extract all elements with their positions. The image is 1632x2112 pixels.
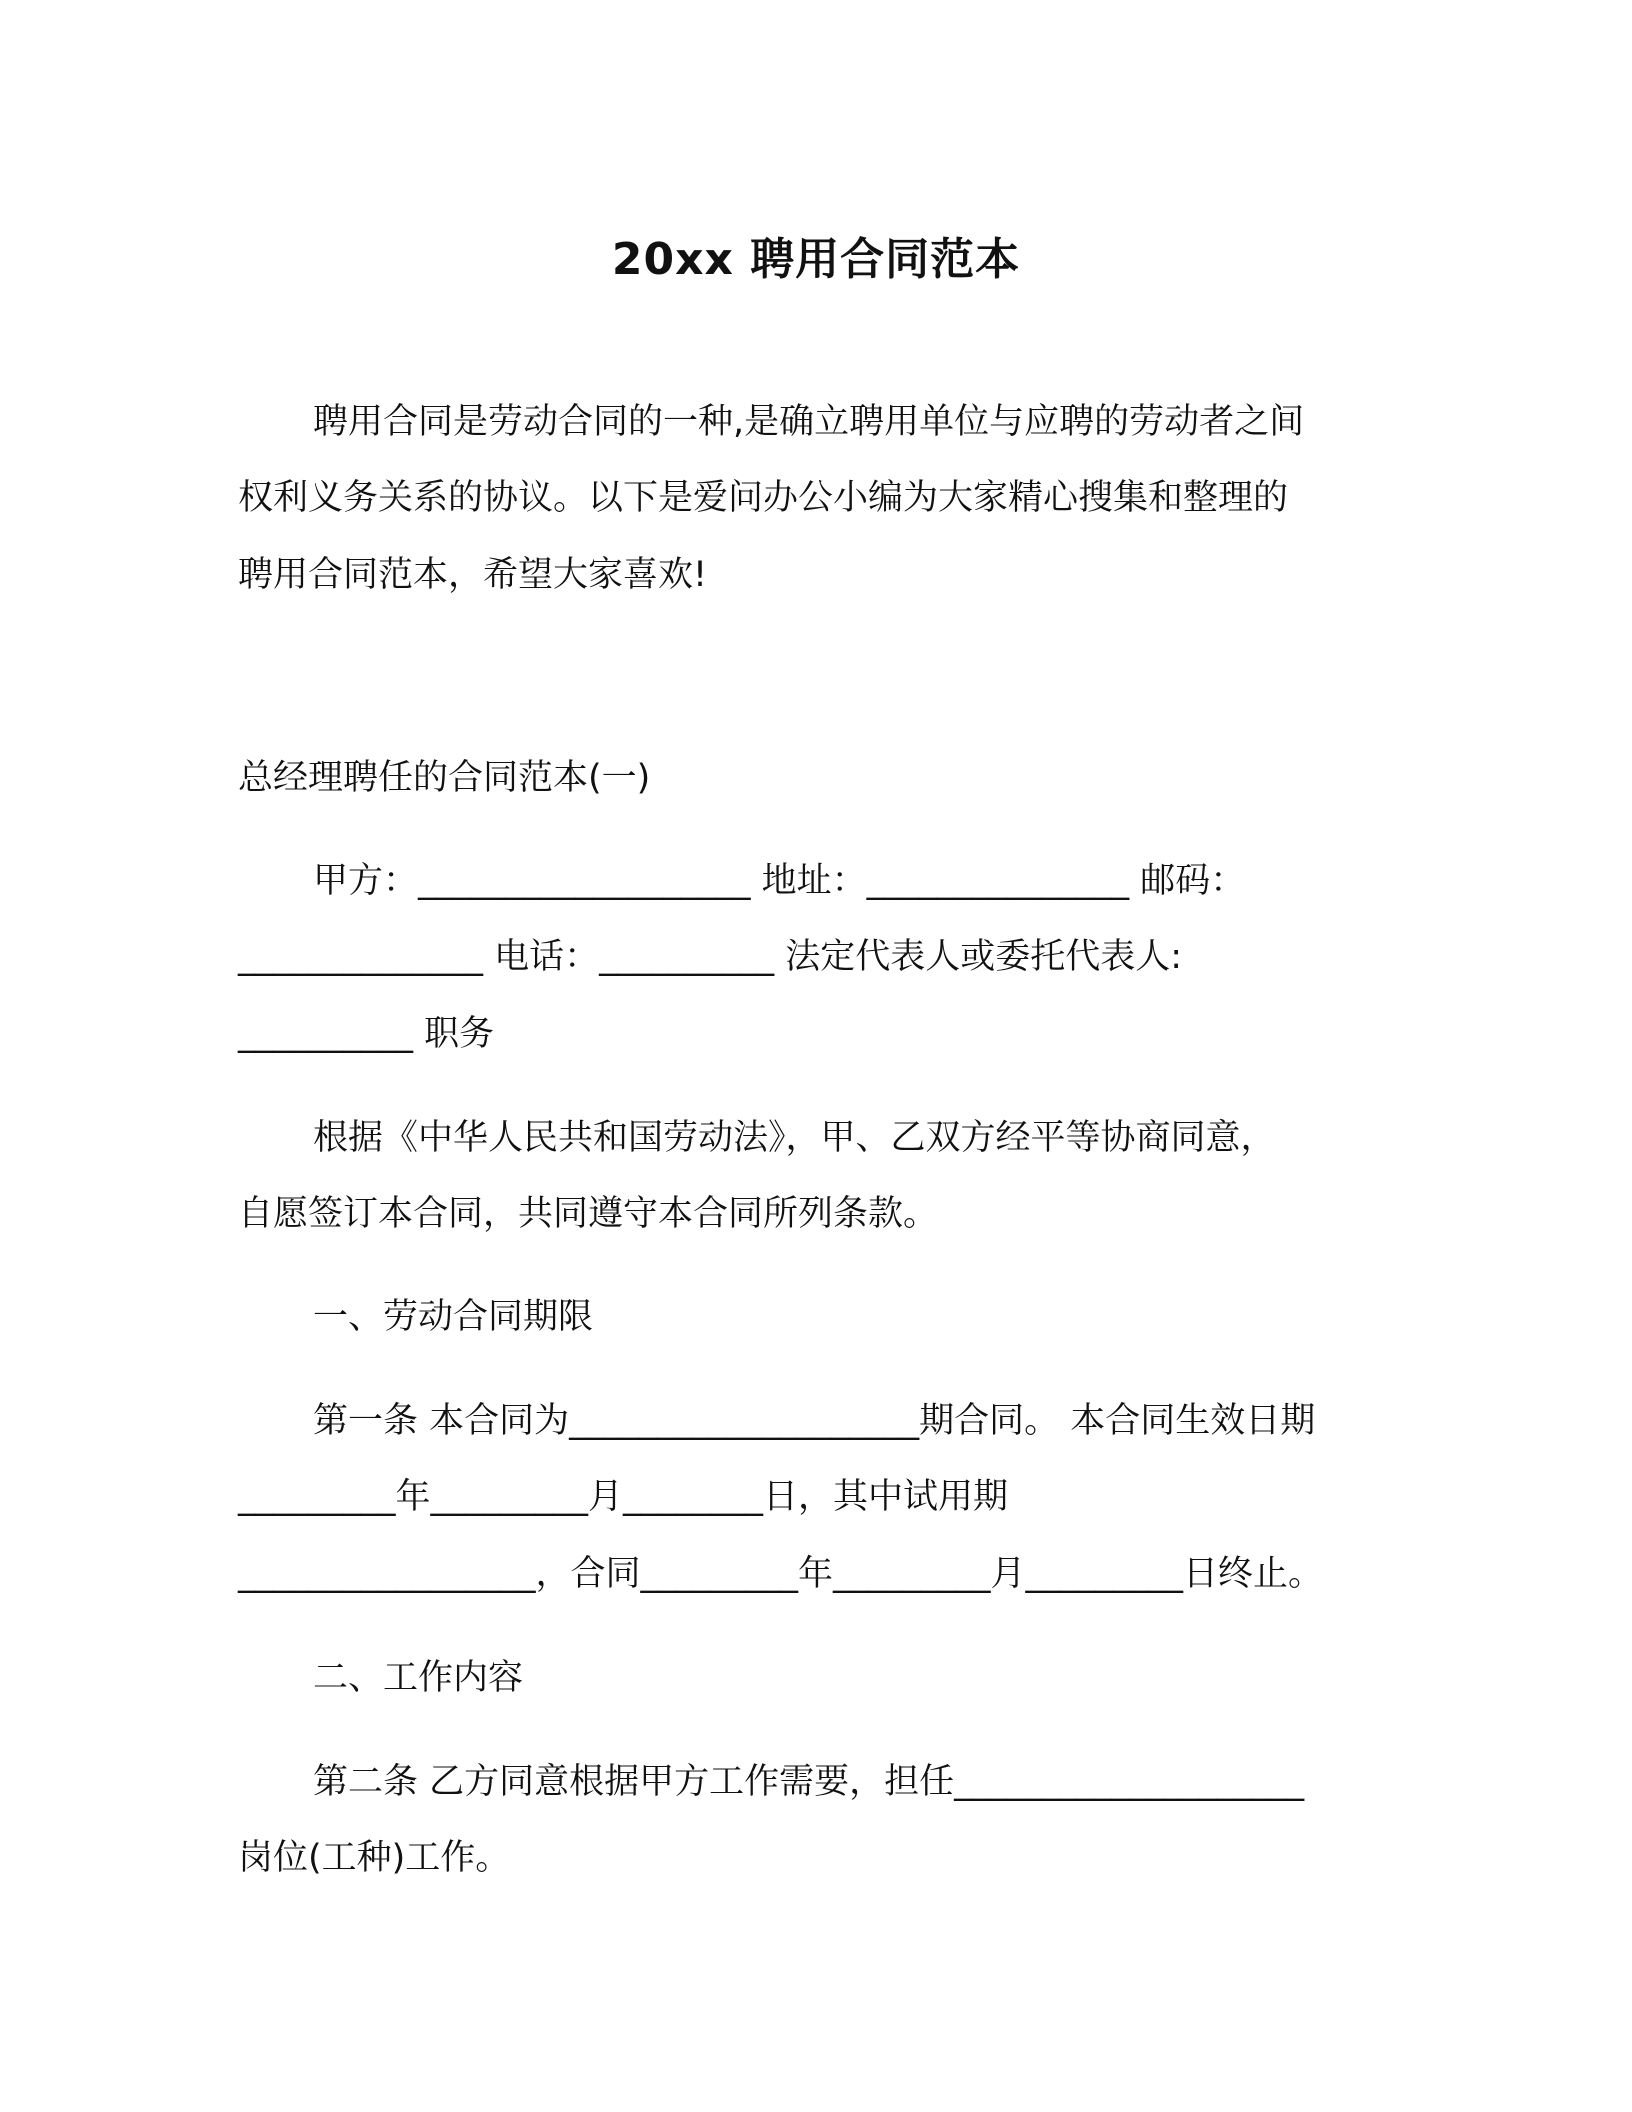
clause1-line-2: _________年_________月________日，其中试用期 xyxy=(238,1477,1009,1517)
intro-line-3: 聘用合同范本，希望大家喜欢! xyxy=(238,555,708,595)
section-heading: 总经理聘任的合同范本(一) xyxy=(238,758,651,798)
basis-line-1: 根据《中华人民共和国劳动法》，甲、乙双方经平等协商同意， xyxy=(313,1118,1276,1158)
clause2-line-2: 岗位(工种)工作。 xyxy=(238,1838,511,1878)
intro-line-2: 权利义务关系的协议。以下是爱问办公小编为大家精心搜集和整理的 xyxy=(238,478,1289,518)
basis-line-2: 自愿签订本合同，共同遵守本合同所列条款。 xyxy=(238,1194,939,1234)
intro-line-1: 聘用合同是劳动合同的一种,是确立聘用单位与应聘的劳动者之间 xyxy=(313,402,1305,442)
party-line-3: __________ 职务 xyxy=(238,1014,495,1054)
clause1-line-1: 第一条 本合同为____________________期合同。 本合同生效日期 xyxy=(313,1401,1316,1441)
clause1-heading: 一、劳动合同期限 xyxy=(313,1297,594,1337)
clause2-heading: 二、工作内容 xyxy=(313,1658,524,1698)
clause1-line-3: _________________，合同_________年_________月_________日终止。 xyxy=(238,1554,1324,1594)
party-line-2: ______________ 电话：__________ 法定代表人或委托代表人: xyxy=(238,937,1183,977)
party-line-1: 甲方：___________________ 地址：_______________ 邮码： xyxy=(313,861,1246,901)
clause2-line-1: 第二条 乙方同意根据甲方工作需要，担任____________________ xyxy=(313,1762,1305,1802)
document-title: 20xx 聘用合同范本 xyxy=(611,234,1021,285)
